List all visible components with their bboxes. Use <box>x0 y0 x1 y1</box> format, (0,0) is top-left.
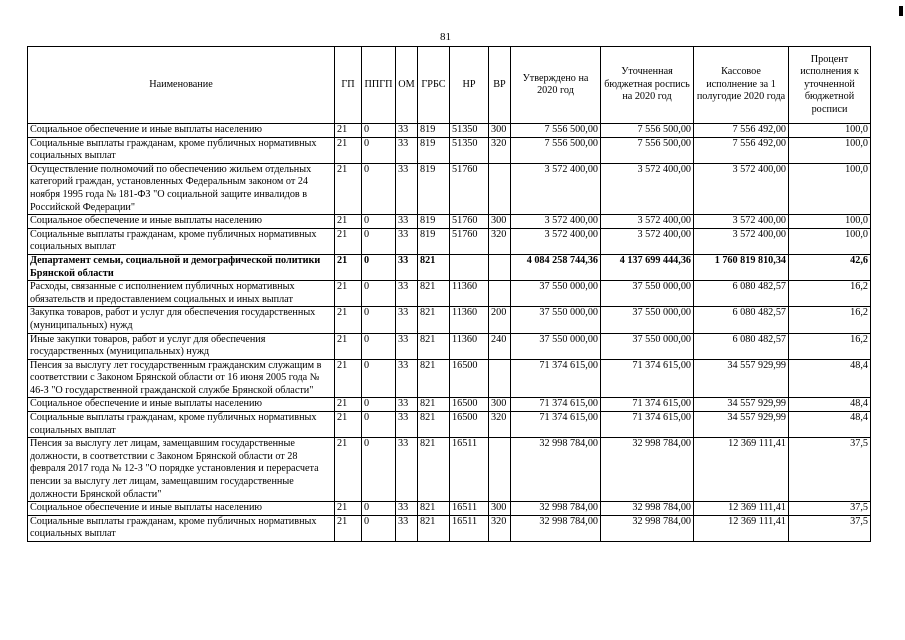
cell-gp: 21 <box>335 124 362 138</box>
cell-vr: 200 <box>489 307 511 333</box>
header-ppgp: ППГП <box>362 47 396 124</box>
cell-vr: 300 <box>489 215 511 229</box>
cell-approved: 32 998 784,00 <box>511 502 601 516</box>
table-row <box>28 333 871 359</box>
cell-nr: 51760 <box>450 215 489 229</box>
cell-refined: 37 550 000,00 <box>601 307 694 333</box>
table-row <box>28 502 871 516</box>
cell-refined: 3 572 400,00 <box>601 215 694 229</box>
cell-name: Социальные выплаты гражданам, кроме публичных нормативных социальных выплат <box>28 412 335 438</box>
cell-cash: 7 556 492,00 <box>694 137 789 163</box>
cell-cash: 34 557 929,99 <box>694 359 789 398</box>
header-cash: Кассовое исполнение за 1 полугодие 2020 года <box>694 47 789 124</box>
cell-cash: 7 556 492,00 <box>694 124 789 138</box>
cell-cash: 6 080 482,57 <box>694 281 789 307</box>
cell-refined: 7 556 500,00 <box>601 124 694 138</box>
cell-name: Пенсия за выслугу лет лицам, замещавшим государственные должности, в соответствии с Законом Брянской области от 28 февраля 2017 года № 12-З "О порядке установления и перерасчета пенсии за выслугу лет лицам, замещавшим государственные должности Брянской области" <box>28 438 335 502</box>
cell-om: 33 <box>396 515 418 541</box>
cell-grbs: 821 <box>418 398 450 412</box>
cell-gp: 21 <box>335 398 362 412</box>
cell-refined: 3 572 400,00 <box>601 228 694 254</box>
cell-refined: 71 374 615,00 <box>601 412 694 438</box>
cell-refined: 4 137 699 444,36 <box>601 254 694 280</box>
cell-om: 33 <box>396 307 418 333</box>
budget-execution-table <box>27 46 871 542</box>
cell-gp: 21 <box>335 359 362 398</box>
cell-refined: 3 572 400,00 <box>601 163 694 214</box>
cell-grbs: 821 <box>418 333 450 359</box>
cell-approved: 7 556 500,00 <box>511 124 601 138</box>
cell-name: Социальное обеспечение и иные выплаты населению <box>28 215 335 229</box>
cell-refined: 7 556 500,00 <box>601 137 694 163</box>
cell-approved: 71 374 615,00 <box>511 359 601 398</box>
table-row <box>28 137 871 163</box>
cell-cash: 3 572 400,00 <box>694 228 789 254</box>
cell-ppgp: 0 <box>362 228 396 254</box>
header-refined: Уточненная бюджетная роспись на 2020 год <box>601 47 694 124</box>
cell-percent: 42,6 <box>789 254 871 280</box>
header-approved: Утверждено на 2020 год <box>511 47 601 124</box>
cell-gp: 21 <box>335 412 362 438</box>
scan-edge-mark <box>899 6 903 16</box>
cell-approved: 37 550 000,00 <box>511 333 601 359</box>
cell-percent: 100,0 <box>789 163 871 214</box>
cell-nr: 16500 <box>450 359 489 398</box>
cell-nr: 11360 <box>450 307 489 333</box>
cell-percent: 48,4 <box>789 359 871 398</box>
cell-refined: 71 374 615,00 <box>601 398 694 412</box>
cell-percent: 100,0 <box>789 137 871 163</box>
cell-om: 33 <box>396 281 418 307</box>
cell-approved: 7 556 500,00 <box>511 137 601 163</box>
cell-vr <box>489 438 511 502</box>
cell-name: Департамент семьи, социальной и демографической политики Брянской области <box>28 254 335 280</box>
cell-name: Закупка товаров, работ и услуг для обеспечения государственных (муниципальных) нужд <box>28 307 335 333</box>
cell-vr: 320 <box>489 137 511 163</box>
cell-om: 33 <box>396 137 418 163</box>
cell-gp: 21 <box>335 215 362 229</box>
cell-vr: 300 <box>489 398 511 412</box>
cell-ppgp: 0 <box>362 438 396 502</box>
cell-ppgp: 0 <box>362 502 396 516</box>
cell-ppgp: 0 <box>362 124 396 138</box>
cell-gp: 21 <box>335 333 362 359</box>
cell-vr: 300 <box>489 124 511 138</box>
cell-refined: 37 550 000,00 <box>601 281 694 307</box>
header-name: Наименование <box>28 47 335 124</box>
cell-cash: 12 369 111,41 <box>694 502 789 516</box>
cell-name: Осуществление полномочий по обеспечению жильем отдельных категорий граждан, установленных Федеральным законом от 24 ноября 1995 года № 181-ФЗ "О социальной защите инвалидов в Российской Федерации" <box>28 163 335 214</box>
table-header <box>28 47 871 124</box>
table-row <box>28 124 871 138</box>
cell-cash: 34 557 929,99 <box>694 398 789 412</box>
cell-vr: 320 <box>489 515 511 541</box>
header-grbs: ГРБС <box>418 47 450 124</box>
page-number: 81 <box>440 31 451 43</box>
cell-om: 33 <box>396 412 418 438</box>
table-row <box>28 438 871 502</box>
cell-gp: 21 <box>335 163 362 214</box>
header-nr: НР <box>450 47 489 124</box>
cell-name: Социальные выплаты гражданам, кроме публичных нормативных социальных выплат <box>28 228 335 254</box>
cell-ppgp: 0 <box>362 515 396 541</box>
cell-ppgp: 0 <box>362 359 396 398</box>
cell-percent: 16,2 <box>789 333 871 359</box>
cell-vr: 300 <box>489 502 511 516</box>
cell-ppgp: 0 <box>362 215 396 229</box>
cell-nr: 16511 <box>450 502 489 516</box>
table-row <box>28 412 871 438</box>
cell-cash: 34 557 929,99 <box>694 412 789 438</box>
cell-grbs: 819 <box>418 215 450 229</box>
cell-om: 33 <box>396 163 418 214</box>
cell-nr: 16511 <box>450 515 489 541</box>
cell-percent: 48,4 <box>789 412 871 438</box>
cell-ppgp: 0 <box>362 281 396 307</box>
cell-grbs: 821 <box>418 515 450 541</box>
cell-cash: 3 572 400,00 <box>694 215 789 229</box>
cell-gp: 21 <box>335 438 362 502</box>
cell-vr <box>489 281 511 307</box>
cell-gp: 21 <box>335 137 362 163</box>
cell-approved: 37 550 000,00 <box>511 307 601 333</box>
header-gp: ГП <box>335 47 362 124</box>
table-row <box>28 281 871 307</box>
cell-percent: 100,0 <box>789 215 871 229</box>
cell-cash: 6 080 482,57 <box>694 307 789 333</box>
header-om: ОМ <box>396 47 418 124</box>
header-vr: ВР <box>489 47 511 124</box>
cell-cash: 12 369 111,41 <box>694 515 789 541</box>
cell-refined: 37 550 000,00 <box>601 333 694 359</box>
cell-approved: 71 374 615,00 <box>511 412 601 438</box>
cell-refined: 71 374 615,00 <box>601 359 694 398</box>
table-row <box>28 228 871 254</box>
cell-ppgp: 0 <box>362 254 396 280</box>
cell-cash: 6 080 482,57 <box>694 333 789 359</box>
cell-om: 33 <box>396 228 418 254</box>
cell-percent: 37,5 <box>789 515 871 541</box>
cell-ppgp: 0 <box>362 163 396 214</box>
cell-nr: 16500 <box>450 398 489 412</box>
cell-percent: 16,2 <box>789 307 871 333</box>
cell-refined: 32 998 784,00 <box>601 515 694 541</box>
cell-name: Социальные выплаты гражданам, кроме публичных нормативных социальных выплат <box>28 137 335 163</box>
cell-name: Расходы, связанные с исполнением публичных нормативных обязательств и предоставлением социальных и иных выплат <box>28 281 335 307</box>
cell-name: Социальное обеспечение и иные выплаты населению <box>28 502 335 516</box>
table-row <box>28 359 871 398</box>
cell-nr: 11360 <box>450 281 489 307</box>
cell-gp: 21 <box>335 515 362 541</box>
cell-grbs: 819 <box>418 137 450 163</box>
cell-gp: 21 <box>335 307 362 333</box>
cell-name: Социальные выплаты гражданам, кроме публичных нормативных социальных выплат <box>28 515 335 541</box>
cell-approved: 37 550 000,00 <box>511 281 601 307</box>
cell-nr: 51350 <box>450 124 489 138</box>
cell-grbs: 821 <box>418 502 450 516</box>
cell-nr: 51760 <box>450 163 489 214</box>
cell-nr: 16500 <box>450 412 489 438</box>
cell-percent: 100,0 <box>789 228 871 254</box>
cell-percent: 100,0 <box>789 124 871 138</box>
cell-cash: 3 572 400,00 <box>694 163 789 214</box>
cell-grbs: 819 <box>418 124 450 138</box>
cell-om: 33 <box>396 333 418 359</box>
cell-grbs: 821 <box>418 307 450 333</box>
cell-ppgp: 0 <box>362 398 396 412</box>
cell-grbs: 819 <box>418 228 450 254</box>
cell-vr <box>489 359 511 398</box>
table-body <box>28 124 871 542</box>
cell-name: Социальное обеспечение и иные выплаты населению <box>28 398 335 412</box>
cell-percent: 37,5 <box>789 438 871 502</box>
cell-ppgp: 0 <box>362 137 396 163</box>
cell-grbs: 821 <box>418 438 450 502</box>
cell-vr: 320 <box>489 412 511 438</box>
cell-nr: 16511 <box>450 438 489 502</box>
cell-om: 33 <box>396 215 418 229</box>
cell-cash: 1 760 819 810,34 <box>694 254 789 280</box>
table-row <box>28 163 871 214</box>
cell-gp: 21 <box>335 502 362 516</box>
cell-vr: 240 <box>489 333 511 359</box>
cell-om: 33 <box>396 359 418 398</box>
cell-name: Социальное обеспечение и иные выплаты населению <box>28 124 335 138</box>
cell-approved: 3 572 400,00 <box>511 215 601 229</box>
cell-grbs: 821 <box>418 412 450 438</box>
cell-om: 33 <box>396 398 418 412</box>
table-row <box>28 254 871 280</box>
table-row <box>28 307 871 333</box>
cell-percent: 16,2 <box>789 281 871 307</box>
cell-approved: 32 998 784,00 <box>511 438 601 502</box>
cell-om: 33 <box>396 438 418 502</box>
cell-refined: 32 998 784,00 <box>601 502 694 516</box>
cell-gp: 21 <box>335 254 362 280</box>
header-percent: Процент исполнения к уточненной бюджетной росписи <box>789 47 871 124</box>
cell-name: Пенсия за выслугу лет государственным гражданским служащим в соответствии с Законом Брянской области от 16 июня 2005 года № 46-З "О государственной гражданской службе Брянской области" <box>28 359 335 398</box>
cell-approved: 32 998 784,00 <box>511 515 601 541</box>
cell-gp: 21 <box>335 228 362 254</box>
cell-name: Иные закупки товаров, работ и услуг для обеспечения государственных (муниципальных) нужд <box>28 333 335 359</box>
cell-refined: 32 998 784,00 <box>601 438 694 502</box>
cell-approved: 3 572 400,00 <box>511 163 601 214</box>
cell-cash: 12 369 111,41 <box>694 438 789 502</box>
cell-om: 33 <box>396 502 418 516</box>
cell-nr: 51760 <box>450 228 489 254</box>
cell-percent: 48,4 <box>789 398 871 412</box>
table-row <box>28 215 871 229</box>
cell-vr: 320 <box>489 228 511 254</box>
cell-ppgp: 0 <box>362 412 396 438</box>
cell-vr <box>489 254 511 280</box>
cell-grbs: 821 <box>418 281 450 307</box>
cell-gp: 21 <box>335 281 362 307</box>
cell-grbs: 821 <box>418 254 450 280</box>
cell-nr <box>450 254 489 280</box>
cell-grbs: 819 <box>418 163 450 214</box>
table-row <box>28 398 871 412</box>
cell-approved: 4 084 258 744,36 <box>511 254 601 280</box>
cell-approved: 3 572 400,00 <box>511 228 601 254</box>
cell-grbs: 821 <box>418 359 450 398</box>
cell-nr: 51350 <box>450 137 489 163</box>
cell-ppgp: 0 <box>362 307 396 333</box>
cell-ppgp: 0 <box>362 333 396 359</box>
cell-vr <box>489 163 511 214</box>
cell-om: 33 <box>396 124 418 138</box>
cell-nr: 11360 <box>450 333 489 359</box>
cell-percent: 37,5 <box>789 502 871 516</box>
cell-approved: 71 374 615,00 <box>511 398 601 412</box>
cell-om: 33 <box>396 254 418 280</box>
table-row <box>28 515 871 541</box>
